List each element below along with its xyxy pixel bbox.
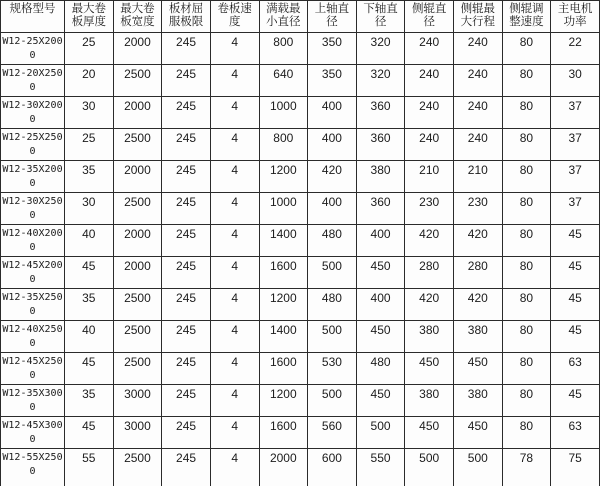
value-cell: 245 (162, 449, 211, 486)
value-cell: 30 (65, 97, 114, 129)
column-header: 板材屈服极限 (162, 1, 211, 33)
value-cell: 400 (356, 289, 405, 321)
value-cell: 245 (162, 65, 211, 97)
value-cell: 560 (308, 417, 357, 449)
table-row (1, 193, 600, 225)
value-cell: 380 (405, 321, 454, 353)
value-cell: 40 (65, 225, 114, 257)
value-cell: 1200 (259, 385, 308, 417)
table-row (1, 225, 600, 257)
value-cell: 360 (356, 129, 405, 161)
value-cell: 80 (502, 225, 551, 257)
value-cell: 2500 (113, 449, 162, 486)
value-cell: 4 (210, 129, 259, 161)
spec-model-cell: W12-40X2500 (1, 321, 65, 353)
value-cell: 245 (162, 225, 211, 257)
value-cell: 80 (502, 321, 551, 353)
value-cell: 4 (210, 449, 259, 486)
value-cell: 2000 (113, 33, 162, 65)
value-cell: 245 (162, 289, 211, 321)
spec-model-cell: W12-25X2000 (1, 33, 65, 65)
value-cell: 1600 (259, 353, 308, 385)
value-cell: 230 (454, 193, 503, 225)
value-cell: 2000 (113, 257, 162, 289)
value-cell: 450 (356, 385, 405, 417)
value-cell: 450 (356, 257, 405, 289)
value-cell: 37 (551, 193, 600, 225)
value-cell: 37 (551, 129, 600, 161)
value-cell: 80 (502, 353, 551, 385)
value-cell: 450 (405, 353, 454, 385)
value-cell: 550 (356, 449, 405, 486)
value-cell: 1200 (259, 289, 308, 321)
value-cell: 2500 (113, 321, 162, 353)
value-cell: 240 (405, 33, 454, 65)
column-header: 下轴直径 (356, 1, 405, 33)
table-row (1, 129, 600, 161)
value-cell: 500 (454, 449, 503, 486)
value-cell: 800 (259, 33, 308, 65)
column-header: 侧辊调整速度 (502, 1, 551, 33)
value-cell: 80 (502, 65, 551, 97)
value-cell: 30 (65, 193, 114, 225)
value-cell: 240 (454, 33, 503, 65)
value-cell: 245 (162, 353, 211, 385)
value-cell: 80 (502, 97, 551, 129)
value-cell: 45 (551, 225, 600, 257)
table-row (1, 385, 600, 417)
value-cell: 4 (210, 97, 259, 129)
value-cell: 80 (502, 161, 551, 193)
column-header: 侧辊最大行程 (454, 1, 503, 33)
value-cell: 3000 (113, 385, 162, 417)
value-cell: 245 (162, 257, 211, 289)
value-cell: 2500 (113, 129, 162, 161)
value-cell: 500 (356, 417, 405, 449)
value-cell: 400 (356, 225, 405, 257)
value-cell: 35 (65, 289, 114, 321)
value-cell: 45 (551, 289, 600, 321)
value-cell: 37 (551, 161, 600, 193)
table-row (1, 257, 600, 289)
value-cell: 63 (551, 353, 600, 385)
value-cell: 280 (454, 257, 503, 289)
table-row (1, 97, 600, 129)
value-cell: 500 (405, 449, 454, 486)
value-cell: 450 (405, 417, 454, 449)
value-cell: 380 (454, 385, 503, 417)
value-cell: 240 (454, 65, 503, 97)
value-cell: 22 (551, 33, 600, 65)
column-header: 上轴直径 (308, 1, 357, 33)
value-cell: 2500 (113, 289, 162, 321)
value-cell: 80 (502, 289, 551, 321)
spec-model-cell: W12-55X2500 (1, 449, 65, 486)
header-row (1, 1, 600, 33)
spec-model-cell: W12-45X3000 (1, 417, 65, 449)
table-row (1, 417, 600, 449)
value-cell: 230 (405, 193, 454, 225)
value-cell: 37 (551, 97, 600, 129)
spec-model-cell: W12-35X2500 (1, 289, 65, 321)
value-cell: 240 (405, 65, 454, 97)
spec-model-cell: W12-40X2000 (1, 225, 65, 257)
value-cell: 1400 (259, 225, 308, 257)
value-cell: 2000 (113, 161, 162, 193)
value-cell: 480 (308, 289, 357, 321)
value-cell: 1200 (259, 161, 308, 193)
value-cell: 20 (65, 65, 114, 97)
value-cell: 480 (356, 353, 405, 385)
table-row (1, 33, 600, 65)
value-cell: 450 (356, 321, 405, 353)
value-cell: 80 (502, 193, 551, 225)
value-cell: 450 (454, 353, 503, 385)
value-cell: 245 (162, 97, 211, 129)
value-cell: 240 (454, 129, 503, 161)
value-cell: 450 (454, 417, 503, 449)
value-cell: 45 (551, 385, 600, 417)
value-cell: 2000 (113, 225, 162, 257)
value-cell: 380 (405, 385, 454, 417)
value-cell: 63 (551, 417, 600, 449)
value-cell: 80 (502, 385, 551, 417)
value-cell: 245 (162, 417, 211, 449)
value-cell: 2000 (113, 97, 162, 129)
value-cell: 245 (162, 161, 211, 193)
value-cell: 35 (65, 385, 114, 417)
value-cell: 30 (551, 65, 600, 97)
spec-model-cell: W12-30X2000 (1, 97, 65, 129)
spec-model-cell: W12-35X2000 (1, 161, 65, 193)
value-cell: 4 (210, 289, 259, 321)
value-cell: 2500 (113, 193, 162, 225)
value-cell: 245 (162, 321, 211, 353)
value-cell: 4 (210, 33, 259, 65)
spec-model-cell: W12-30X2500 (1, 193, 65, 225)
spec-model-cell: W12-25X2500 (1, 129, 65, 161)
table-row (1, 449, 600, 486)
column-header: 主电机功率 (551, 1, 600, 33)
value-cell: 35 (65, 161, 114, 193)
spec-model-cell: W12-20X2500 (1, 65, 65, 97)
value-cell: 4 (210, 417, 259, 449)
value-cell: 40 (65, 321, 114, 353)
value-cell: 80 (502, 417, 551, 449)
value-cell: 500 (308, 385, 357, 417)
column-header: 规格型号 (1, 1, 65, 33)
value-cell: 45 (65, 353, 114, 385)
value-cell: 640 (259, 65, 308, 97)
value-cell: 400 (308, 97, 357, 129)
value-cell: 45 (65, 257, 114, 289)
table-row (1, 321, 600, 353)
value-cell: 4 (210, 257, 259, 289)
value-cell: 380 (356, 161, 405, 193)
value-cell: 4 (210, 225, 259, 257)
value-cell: 80 (502, 33, 551, 65)
value-cell: 380 (454, 321, 503, 353)
table-row (1, 161, 600, 193)
value-cell: 1600 (259, 417, 308, 449)
value-cell: 350 (308, 65, 357, 97)
value-cell: 25 (65, 129, 114, 161)
value-cell: 420 (405, 225, 454, 257)
value-cell: 360 (356, 193, 405, 225)
value-cell: 240 (405, 97, 454, 129)
value-cell: 320 (356, 33, 405, 65)
column-header: 最大卷板宽度 (113, 1, 162, 33)
value-cell: 4 (210, 161, 259, 193)
value-cell: 420 (454, 225, 503, 257)
value-cell: 80 (502, 129, 551, 161)
table-row (1, 289, 600, 321)
value-cell: 420 (454, 289, 503, 321)
value-cell: 1000 (259, 193, 308, 225)
value-cell: 360 (356, 97, 405, 129)
value-cell: 1000 (259, 97, 308, 129)
value-cell: 1600 (259, 257, 308, 289)
value-cell: 480 (308, 225, 357, 257)
value-cell: 2500 (113, 65, 162, 97)
value-cell: 280 (405, 257, 454, 289)
value-cell: 245 (162, 385, 211, 417)
value-cell: 400 (308, 193, 357, 225)
value-cell: 245 (162, 193, 211, 225)
value-cell: 75 (551, 449, 600, 486)
value-cell: 1400 (259, 321, 308, 353)
value-cell: 210 (405, 161, 454, 193)
value-cell: 245 (162, 33, 211, 65)
value-cell: 245 (162, 129, 211, 161)
value-cell: 800 (259, 129, 308, 161)
value-cell: 530 (308, 353, 357, 385)
spec-model-cell: W12-35X3000 (1, 385, 65, 417)
value-cell: 400 (308, 129, 357, 161)
value-cell: 240 (405, 129, 454, 161)
value-cell: 4 (210, 193, 259, 225)
value-cell: 2000 (259, 449, 308, 486)
column-header: 满载最小直径 (259, 1, 308, 33)
value-cell: 45 (65, 417, 114, 449)
table-row (1, 353, 600, 385)
value-cell: 80 (502, 257, 551, 289)
value-cell: 600 (308, 449, 357, 486)
value-cell: 2500 (113, 353, 162, 385)
spec-model-cell: W12-45X2000 (1, 257, 65, 289)
value-cell: 320 (356, 65, 405, 97)
value-cell: 420 (405, 289, 454, 321)
value-cell: 4 (210, 385, 259, 417)
table-row (1, 65, 600, 97)
spec-model-cell: W12-45X2500 (1, 353, 65, 385)
value-cell: 45 (551, 321, 600, 353)
column-header: 侧辊直径 (405, 1, 454, 33)
value-cell: 500 (308, 257, 357, 289)
value-cell: 4 (210, 321, 259, 353)
value-cell: 45 (551, 257, 600, 289)
value-cell: 4 (210, 65, 259, 97)
value-cell: 500 (308, 321, 357, 353)
value-cell: 240 (454, 97, 503, 129)
table-body (1, 33, 600, 486)
column-header: 卷板速度 (210, 1, 259, 33)
value-cell: 350 (308, 33, 357, 65)
value-cell: 4 (210, 353, 259, 385)
column-header: 最大卷板厚度 (65, 1, 114, 33)
value-cell: 420 (308, 161, 357, 193)
value-cell: 55 (65, 449, 114, 486)
value-cell: 25 (65, 33, 114, 65)
value-cell: 210 (454, 161, 503, 193)
value-cell: 3000 (113, 417, 162, 449)
value-cell: 78 (502, 449, 551, 486)
